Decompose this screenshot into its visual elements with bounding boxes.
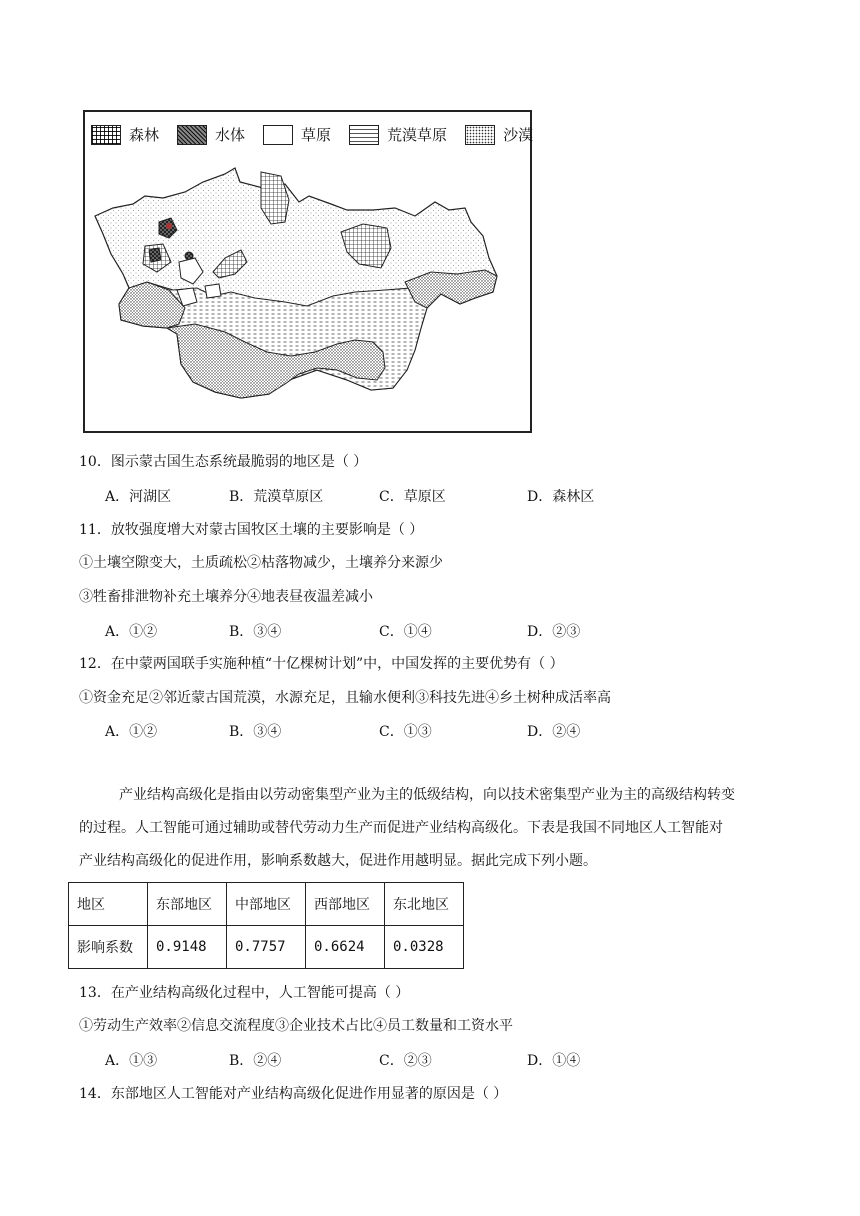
passage-line-3: 产业结构高级化的促进作用，影响系数越大，促进作用越明显。据此完成下列小题。 bbox=[79, 853, 597, 869]
passage-line-1: 产业结构高级化是指由以劳动密集型产业为主的低级结构，向以技术密集型产业为主的高级结构转变 bbox=[119, 787, 735, 803]
table-cell: 0.7757 bbox=[227, 926, 306, 969]
table-cell: 中部地区 bbox=[227, 883, 306, 926]
question-10-stem: 10．图示蒙古国生态系统最脆弱的地区是（ ） bbox=[79, 454, 368, 470]
map-legend bbox=[91, 124, 533, 145]
q13-option-d: D．①④ bbox=[527, 1053, 581, 1069]
legend-label-desert: 沙漠 bbox=[503, 126, 534, 144]
legend-label-grassland: 草原 bbox=[301, 126, 332, 144]
q13-option-b: B．②④ bbox=[229, 1053, 282, 1069]
table-cell: 0.6624 bbox=[306, 926, 385, 969]
dots-icon bbox=[465, 125, 495, 145]
q12-option-a: A．①② bbox=[105, 724, 158, 740]
table-cell: 东北地区 bbox=[385, 883, 464, 926]
q11-option-b: B．③④ bbox=[229, 624, 282, 640]
question-11-statements-2: ③牲畜排泄物补充土壤养分④地表昼夜温差减小 bbox=[79, 589, 373, 605]
question-11-statements-1: ①土壤空隙变大，土质疏松②枯落物减少，土壤养分来源少 bbox=[79, 555, 443, 571]
blank-icon bbox=[263, 125, 293, 145]
question-13-statements: ①劳动生产效率②信息交流程度③企业技术占比④员工数量和工资水平 bbox=[79, 1018, 513, 1034]
table-cell: 影响系数 bbox=[69, 926, 148, 969]
vegetation-map bbox=[83, 110, 532, 433]
question-14-stem: 14．东部地区人工智能对产业结构高级化促进作用显著的原因是（ ） bbox=[79, 1086, 508, 1102]
grid-icon bbox=[91, 125, 121, 145]
question-12-stem: 12．在中蒙两国联手实施种植“十亿棵树计划”中，中国发挥的主要优势有（ ） bbox=[79, 656, 564, 672]
legend-label-forest: 森林 bbox=[129, 126, 160, 144]
q11-option-d: D．②③ bbox=[527, 624, 581, 640]
table-cell: 0.9148 bbox=[148, 926, 227, 969]
q11-option-a: A．①② bbox=[105, 624, 158, 640]
q12-option-c: C．①③ bbox=[379, 724, 432, 740]
q11-option-c: C．①④ bbox=[379, 624, 432, 640]
q10-option-d: D．森林区 bbox=[527, 489, 595, 505]
q10-option-b: B．荒漠草原区 bbox=[229, 489, 324, 505]
legend-label-water: 水体 bbox=[215, 126, 246, 144]
q12-option-d: D．②④ bbox=[527, 724, 581, 740]
q12-option-b: B．③④ bbox=[229, 724, 282, 740]
table-cell: 0.0328 bbox=[385, 926, 464, 969]
question-12-statements: ①资金充足②邻近蒙古国荒漠，水源充足，且输水便利③科技先进④乡土树种成活率高 bbox=[79, 690, 611, 706]
table-header-row bbox=[69, 883, 464, 926]
influence-coefficient-table bbox=[68, 882, 464, 969]
passage-line-2: 的过程。人工智能可通过辅助或替代劳动力生产而促进产业结构高级化。下表是我国不同地区人工智能对 bbox=[79, 820, 723, 836]
table-cell: 东部地区 bbox=[148, 883, 227, 926]
q13-option-a: A．①③ bbox=[105, 1053, 158, 1069]
crosshatch-icon bbox=[177, 125, 207, 145]
dash-icon bbox=[349, 125, 379, 145]
question-11-stem: 11．放牧强度增大对蒙古国牧区土壤的主要影响是（ ） bbox=[79, 522, 424, 538]
legend-label-desert-grassland: 荒漠草原 bbox=[387, 126, 448, 144]
map-graphic bbox=[85, 112, 530, 431]
table-cell: 地区 bbox=[69, 883, 148, 926]
q10-option-a: A．河湖区 bbox=[105, 489, 172, 505]
table-cell: 西部地区 bbox=[306, 883, 385, 926]
table-row bbox=[69, 926, 464, 969]
q10-option-c: C．草原区 bbox=[379, 489, 446, 505]
q13-option-c: C．②③ bbox=[379, 1053, 432, 1069]
question-13-stem: 13．在产业结构高级化过程中，人工智能可提高（ ） bbox=[79, 985, 410, 1001]
